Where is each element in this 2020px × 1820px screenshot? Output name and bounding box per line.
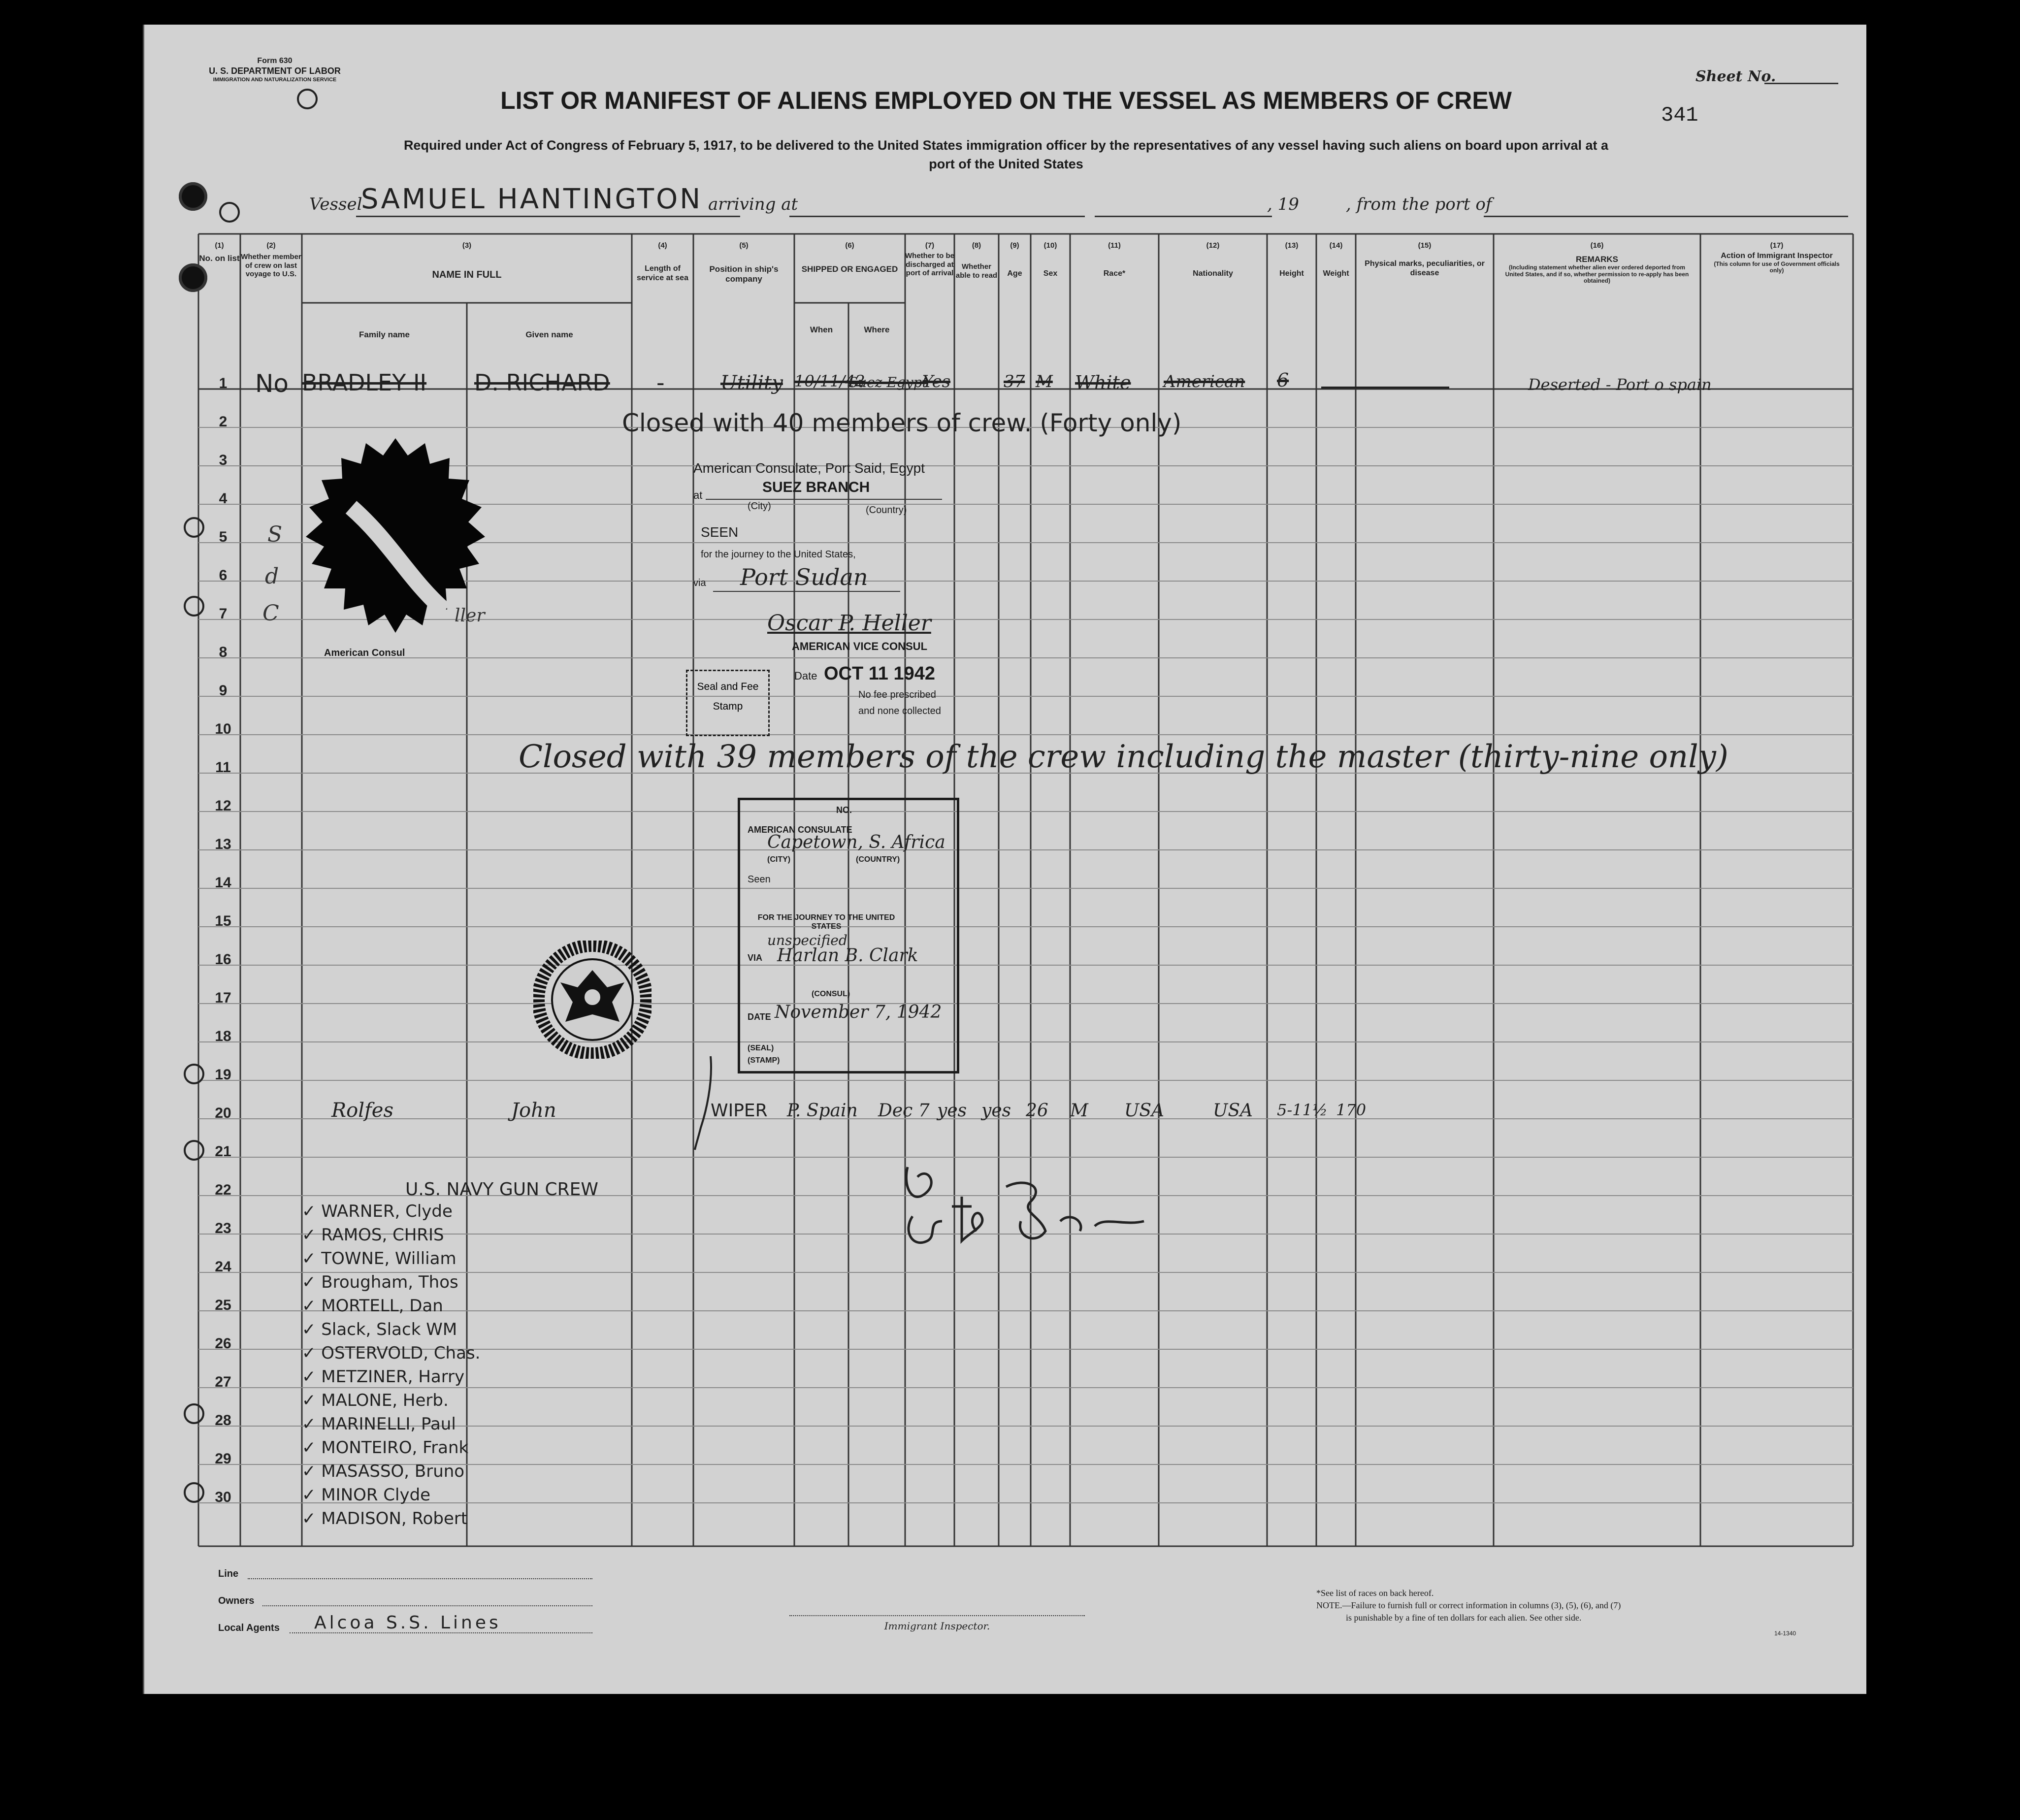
seal-fee-label: Seal and Fee Stamp	[697, 681, 759, 712]
col1-header: (1) No. on list	[199, 241, 240, 263]
manifest-sheet	[143, 25, 1866, 1694]
capetown-consulate: AMERICAN CONSULATE	[748, 825, 852, 835]
entry20-read: yes	[981, 1101, 1011, 1121]
row-number: 13	[215, 836, 231, 852]
entry20-discharged: yes	[937, 1101, 967, 1121]
navy-crew-heading: U.S. NAVY GUN CREW	[405, 1179, 598, 1200]
capetown-country-label: (COUNTRY)	[856, 855, 900, 864]
suez-vice-consul: AMERICAN VICE CONSUL	[792, 640, 928, 652]
capetown-no-label: NO.	[836, 805, 852, 815]
navy-crew-item: ✓ Slack, Slack WM	[302, 1320, 457, 1339]
closed-note-39: Closed with 39 members of the crew including the master (thirty-nine only)	[519, 739, 1728, 775]
vessel-name: SAMUEL HANTINGTON	[361, 183, 703, 215]
entry1-sex: M	[1036, 372, 1053, 391]
entry20-age: 26	[1026, 1101, 1048, 1121]
row-number: 5	[219, 529, 228, 545]
col8-header: (8) Whether able to read	[955, 241, 998, 280]
col4-header: (4) Length of service at sea	[637, 241, 688, 282]
row-number: 8	[219, 644, 228, 660]
capetown-signature: Harlan B. Clark	[777, 945, 918, 966]
footer-race-note: *See list of races on back hereof.	[1316, 1588, 1434, 1598]
suez-no-fee-2: and none collected	[858, 706, 941, 716]
entry1-nationality: American	[1164, 372, 1245, 391]
suez-date-value: OCT 11 1942	[824, 663, 936, 684]
capetown-date-label: DATE	[748, 1012, 771, 1022]
entry20-height: 5-11½	[1277, 1101, 1328, 1119]
row-number: 22	[215, 1182, 231, 1198]
col13-header: (13) Height	[1279, 241, 1304, 278]
col12-header: (12) Nationality	[1193, 241, 1233, 278]
col16-header: (16) REMARKS (Including statement whether alien ever ordered deported from United States, and if so, whether permission to re-apply has been obtained)	[1505, 241, 1689, 285]
navy-crew-item: ✓ Brougham, Thos	[302, 1272, 458, 1292]
navy-crew-item: ✓ MINOR Clyde	[302, 1485, 431, 1505]
footer-owners-underline	[262, 1605, 592, 1606]
inspector-signature-line	[789, 1615, 1085, 1616]
row-number: 1	[219, 375, 228, 391]
row-number: 17	[215, 990, 231, 1006]
entry1-when: 10/11/42	[794, 372, 865, 390]
row-number: 9	[219, 682, 228, 699]
col14-header: (14) Weight	[1323, 241, 1349, 278]
entry1-remarks: Deserted - Port o spain	[1528, 375, 1712, 394]
footer-form-code: 14-1340	[1774, 1630, 1796, 1637]
port-label: , from the port of	[1346, 195, 1492, 214]
entry20-nationality: USA	[1213, 1101, 1253, 1121]
entry20-when: Dec 7	[878, 1101, 930, 1121]
arriving-label: arriving at	[708, 195, 798, 214]
capetown-stamp-label: (STAMP)	[748, 1056, 780, 1065]
col3-header: (3) NAME IN FULL	[432, 241, 502, 281]
row-number: 6	[219, 567, 228, 584]
navy-crew-item: ✓ MALONE, Herb.	[302, 1391, 449, 1410]
suez-consulate: American Consulate, Port Said, Egypt	[693, 460, 925, 476]
suez-branch: SUEZ BRANCH	[762, 479, 870, 495]
capetown-journey: FOR THE JOURNEY TO THE UNITED STATES	[757, 913, 895, 931]
row-number: 19	[215, 1067, 231, 1083]
page-title: LIST OR MANIFEST OF ALIENS EMPLOYED ON THE VESSEL AS MEMBERS OF CREW	[500, 87, 1512, 114]
footer-line-underline	[248, 1578, 592, 1579]
row-number: 21	[215, 1143, 231, 1160]
row-number: 10	[215, 721, 231, 737]
entry20-race: USA	[1124, 1101, 1164, 1121]
entry20-weight: 170	[1336, 1101, 1367, 1119]
row-number: 12	[215, 798, 231, 814]
row-number: 2	[219, 414, 228, 430]
date-underline	[1095, 216, 1272, 217]
row-number: 29	[215, 1451, 231, 1467]
row-number: 3	[219, 452, 228, 468]
navy-crew-item: ✓ OSTERVOLD, Chas.	[302, 1343, 481, 1363]
suez-via-value: Port Sudan	[740, 564, 868, 590]
footer-agents-value: Alcoa S.S. Lines	[314, 1613, 501, 1633]
suez-via-underline	[713, 591, 900, 592]
punch-ring	[219, 202, 240, 223]
service-name: IMMIGRATION AND NATURALIZATION SERVICE	[213, 77, 337, 83]
entry1-race: White	[1075, 372, 1131, 393]
col7-header: (7) Whether to be discharged at port of arrival	[905, 241, 954, 277]
subtitle-line-2: port of the United States	[929, 157, 1083, 171]
navy-crew-item: ✓ WARNER, Clyde	[302, 1202, 453, 1221]
entry20-where: P. Spain	[787, 1101, 858, 1121]
obscured-stamp-fragment: S	[267, 522, 283, 547]
subtitle-line-1: Required under Act of Congress of February 5, 1917, to be delivered to the United States immigration officer by the representatives of any vessel having such aliens on board upon arrival at a	[403, 138, 1609, 153]
col11-header: (11) Race*	[1103, 241, 1126, 278]
port-underline	[1484, 216, 1848, 217]
entry1-service: -	[656, 369, 665, 396]
punch-ring	[184, 1403, 204, 1424]
navy-crew-item: ✓ METZINER, Harry	[302, 1367, 465, 1387]
entry1-given-name: D. RICHARD	[474, 369, 610, 396]
entry20-sex: M	[1070, 1101, 1088, 1121]
punch-ring	[184, 596, 204, 617]
row-number: 24	[215, 1259, 231, 1275]
suez-city-label: (City)	[748, 501, 771, 512]
col9-header: (9) Age	[1007, 241, 1022, 278]
capetown-via-label: VIA	[748, 953, 763, 963]
row-number: 28	[215, 1412, 231, 1429]
entry1-family-name: BRADLEY II	[302, 369, 427, 396]
navy-crew-item: ✓ TOWNE, William	[302, 1249, 456, 1268]
entry1-where: Suez Egypt	[848, 374, 928, 390]
footer-note-2: is punishable by a fine of ten dollars for each alien. See other side.	[1346, 1613, 1582, 1623]
row-number: 30	[215, 1489, 231, 1505]
row-number: 27	[215, 1374, 231, 1390]
capetown-date-value: November 7, 1942	[775, 1002, 942, 1022]
row-number: 20	[215, 1105, 231, 1121]
capetown-city-value: Capetown, S. Africa	[767, 832, 945, 852]
punch-ring	[184, 517, 204, 538]
black-seal-icon	[292, 433, 499, 660]
capetown-seal-label: (SEAL)	[748, 1044, 774, 1052]
capetown-consul-label: (CONSUL)	[812, 990, 850, 998]
col6-where-header: Where	[864, 325, 890, 334]
row-number: 26	[215, 1335, 231, 1352]
col6-header: (6) SHIPPED OR ENGAGED	[801, 241, 898, 274]
col10-header: (10) Sex	[1043, 241, 1058, 278]
entry1-position: Utility	[720, 372, 783, 394]
entry20-family-name: Rolfes	[331, 1099, 393, 1122]
col15-header: (15) Physical marks, peculiarities, or disease	[1365, 241, 1485, 277]
footer-agents-underline	[290, 1632, 592, 1633]
early-stamp-fragment: American Consul	[324, 648, 405, 658]
entry1-age: 37	[1004, 372, 1025, 391]
col2-header: (2) Whether member of crew on last voyage to U.S.	[241, 241, 301, 278]
obscured-stamp-fragment: d	[265, 564, 279, 589]
suez-no-fee-1: No fee prescribed	[858, 689, 936, 700]
col6-when-header: When	[810, 325, 833, 334]
col17-header: (17) Action of Immigrant Inspector (This column for use of Government officials only)	[1714, 241, 1840, 274]
suez-signature: Oscar P. Heller	[767, 611, 931, 636]
closed-note-40: Closed with 40 members of crew. (Forty only)	[622, 409, 1182, 437]
footer-agents-label: Local Agents	[218, 1623, 280, 1633]
row-number: 4	[219, 490, 228, 507]
suez-journey: for the journey to the United States,	[701, 549, 856, 560]
row-number: 14	[215, 875, 231, 891]
col3-given-header: Given name	[525, 330, 573, 339]
punch-ring	[184, 1064, 204, 1084]
punch-hole	[179, 182, 207, 211]
col3-family-header: Family name	[359, 330, 410, 339]
year-label: , 19	[1267, 195, 1299, 214]
sheet-label: Sheet No.	[1695, 68, 1776, 85]
capetown-city-label: (CITY)	[767, 855, 791, 864]
sheet-underline	[1764, 83, 1838, 84]
row-number: 18	[215, 1028, 231, 1044]
vessel-label: Vessel	[309, 195, 362, 214]
entry20-given-name: John	[511, 1099, 556, 1122]
sheet-number: 341	[1661, 103, 1698, 127]
row-number: 11	[215, 759, 231, 776]
row-number: 7	[219, 606, 228, 622]
punch-hole	[179, 263, 207, 292]
punch-ring	[184, 1140, 204, 1161]
entry1-discharged: Yes	[922, 372, 951, 391]
navy-crew-item: ✓ RAMOS, CHRIS	[302, 1225, 444, 1245]
suez-at-label: at	[693, 489, 703, 501]
punch-ring	[184, 1482, 204, 1503]
navy-crew-item: ✓ MADISON, Robert	[302, 1509, 468, 1528]
entry1-strike-line	[1321, 387, 1449, 389]
department-name: U. S. DEPARTMENT OF LABOR	[209, 66, 341, 76]
obscured-stamp-fragment: ller	[455, 606, 485, 626]
footer-note-1: NOTE.—Failure to furnish full or correct information in columns (3), (5), (6), and (7)	[1316, 1600, 1621, 1610]
consulate-seal-icon	[533, 941, 652, 1059]
footer-inspector-label: Immigrant Inspector.	[884, 1620, 990, 1632]
footer-owners-label: Owners	[218, 1595, 255, 1606]
suez-underline	[706, 499, 942, 500]
inspector-signature-icon	[898, 1147, 1154, 1256]
entry1-height: 6	[1277, 369, 1289, 391]
form-number: Form 630	[257, 57, 293, 65]
suez-seen: SEEN	[701, 524, 739, 540]
suez-date-label: Date	[794, 670, 817, 682]
navy-crew-item: ✓ MASASSO, Bruno	[302, 1462, 465, 1481]
capetown-unspecified: unspecified	[767, 932, 847, 948]
navy-crew-item: ✓ MONTEIRO, Frank	[302, 1438, 469, 1458]
row-number: 15	[215, 913, 231, 929]
vessel-underline	[356, 216, 740, 217]
obscured-stamp-fragment: C	[262, 601, 279, 626]
entry20-position: WIPER	[711, 1101, 768, 1121]
capetown-seen: Seen	[748, 874, 771, 885]
row-number: 25	[215, 1297, 231, 1313]
col5-header: (5) Position in ship's company	[709, 241, 779, 284]
suez-country-label: (Country)	[866, 505, 907, 516]
arriving-underline	[789, 216, 1085, 217]
row-number: 23	[215, 1220, 231, 1236]
footer-line-label: Line	[218, 1568, 239, 1579]
suez-via-label: via	[693, 578, 706, 588]
navy-crew-item: ✓ MORTELL, Dan	[302, 1296, 443, 1316]
row-number: 16	[215, 951, 231, 968]
entry1-prior-voyage: No	[255, 369, 289, 398]
navy-crew-item: ✓ MARINELLI, Paul	[302, 1414, 456, 1434]
